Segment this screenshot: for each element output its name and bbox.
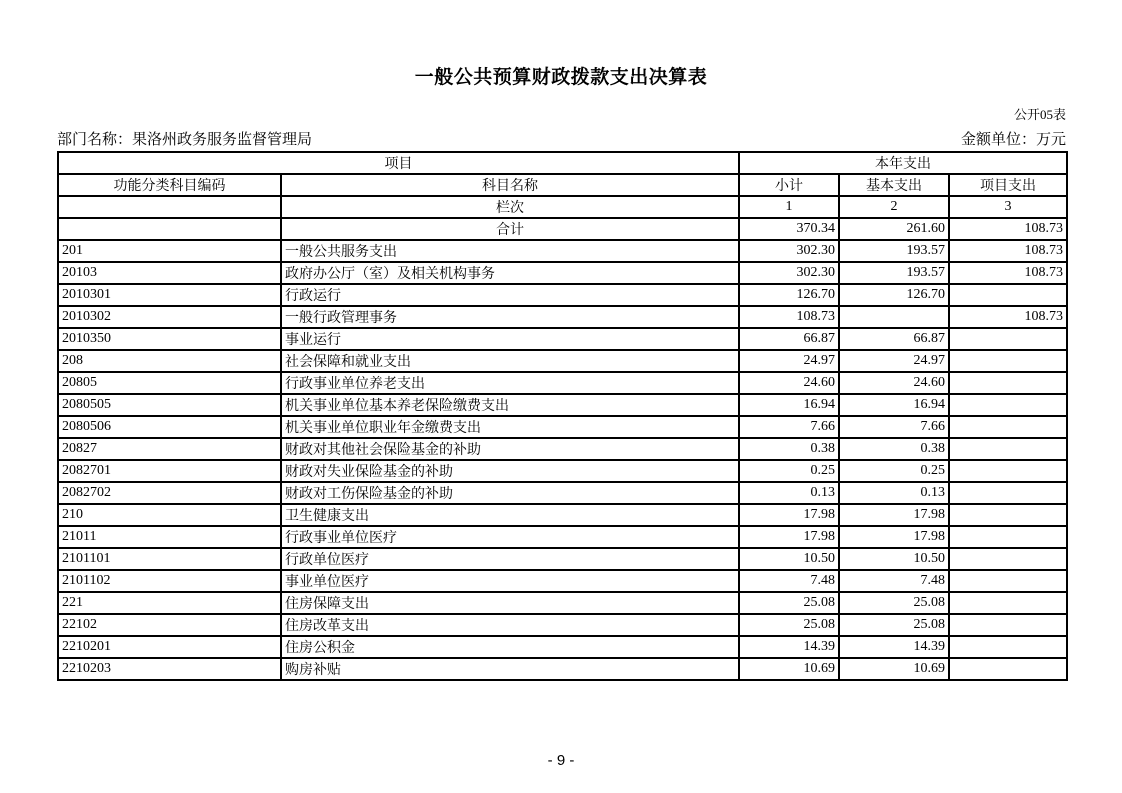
cell-subject-name: 卫生健康支出 [281,504,739,526]
cell-subject-name: 行政事业单位养老支出 [281,372,739,394]
cell-basic-expenditure: 16.94 [839,394,949,416]
cell-subtotal: 108.73 [739,306,839,328]
cell-project-expenditure: 108.73 [949,306,1067,328]
cell-subject-name: 政府办公厅（室）及相关机构事务 [281,262,739,284]
cell-basic-expenditure: 126.70 [839,284,949,306]
cell-function-code: 20103 [58,262,281,284]
cell-subject-name: 住房保障支出 [281,592,739,614]
cell-function-code: 2010302 [58,306,281,328]
cell-subtotal: 24.97 [739,350,839,372]
cell-project-expenditure [949,372,1067,394]
cell-function-code: 221 [58,592,281,614]
cell-subject-name: 事业运行 [281,328,739,350]
cell-subject-name: 财政对其他社会保险基金的补助 [281,438,739,460]
cell-subtotal: 302.30 [739,262,839,284]
cell-basic-expenditure: 0.25 [839,460,949,482]
cell-subject-name: 事业单位医疗 [281,570,739,592]
table-row [58,504,1067,526]
cell-subject-name: 社会保障和就业支出 [281,350,739,372]
index-empty-cell [58,196,281,218]
cell-project-expenditure [949,284,1067,306]
page-title: 一般公共预算财政拨款支出决算表 [414,67,708,88]
cell-subject-name: 住房公积金 [281,636,739,658]
table-row [58,328,1067,350]
index-col-2: 2 [839,196,949,218]
total-project: 108.73 [949,218,1067,240]
total-row [58,218,1067,240]
table-row [58,306,1067,328]
cell-project-expenditure [949,394,1067,416]
cell-function-code: 201 [58,240,281,262]
cell-function-code: 2101102 [58,570,281,592]
table-code-label: 公开05表 [1013,107,1066,122]
cell-subtotal: 302.30 [739,240,839,262]
total-label-cell: 合计 [281,218,739,240]
cell-subject-name: 行政事业单位医疗 [281,526,739,548]
cell-project-expenditure [949,636,1067,658]
cell-basic-expenditure: 24.97 [839,350,949,372]
cell-subtotal: 0.38 [739,438,839,460]
cell-subject-name: 机关事业单位基本养老保险缴费支出 [281,394,739,416]
cell-basic-expenditure: 17.98 [839,504,949,526]
table-row [58,614,1067,636]
cell-project-expenditure: 108.73 [949,240,1067,262]
header-subject-name: 科目名称 [281,174,739,196]
cell-subject-name: 行政单位医疗 [281,548,739,570]
cell-project-expenditure [949,482,1067,504]
total-subtotal: 370.34 [739,218,839,240]
cell-project-expenditure [949,416,1067,438]
cell-subject-name: 行政运行 [281,284,739,306]
cell-subtotal: 0.25 [739,460,839,482]
table-row [58,636,1067,658]
cell-subtotal: 14.39 [739,636,839,658]
cell-subtotal: 17.98 [739,504,839,526]
cell-project-expenditure [949,350,1067,372]
cell-basic-expenditure: 25.08 [839,614,949,636]
amount-unit-label: 金额单位：万元 [960,132,1066,148]
cell-function-code: 2210203 [58,658,281,680]
cell-subtotal: 16.94 [739,394,839,416]
index-label-cell: 栏次 [281,196,739,218]
table-row [58,350,1067,372]
table-row [58,262,1067,284]
table-row [58,548,1067,570]
cell-subtotal: 0.13 [739,482,839,504]
cell-project-expenditure [949,438,1067,460]
cell-basic-expenditure: 17.98 [839,526,949,548]
cell-subtotal: 10.50 [739,548,839,570]
cell-subtotal: 126.70 [739,284,839,306]
cell-basic-expenditure: 10.69 [839,658,949,680]
total-basic: 261.60 [839,218,949,240]
cell-subject-name: 一般公共服务支出 [281,240,739,262]
table-row [58,526,1067,548]
header-group-row [58,152,1067,174]
cell-project-expenditure [949,570,1067,592]
cell-project-expenditure [949,614,1067,636]
cell-subject-name: 购房补贴 [281,658,739,680]
header-project-expenditure: 项目支出 [949,174,1067,196]
cell-function-code: 2080506 [58,416,281,438]
header-project-group: 项目 [58,152,739,174]
cell-basic-expenditure: 14.39 [839,636,949,658]
cell-basic-expenditure: 7.48 [839,570,949,592]
table-row [58,240,1067,262]
cell-project-expenditure [949,460,1067,482]
cell-subtotal: 25.08 [739,592,839,614]
header-current-year-group: 本年支出 [739,152,1067,174]
cell-basic-expenditure: 24.60 [839,372,949,394]
cell-subtotal: 17.98 [739,526,839,548]
cell-subject-name: 一般行政管理事务 [281,306,739,328]
cell-function-code: 2082702 [58,482,281,504]
table-body [58,240,1067,680]
cell-function-code: 20827 [58,438,281,460]
cell-basic-expenditure: 193.57 [839,262,949,284]
cell-function-code: 208 [58,350,281,372]
table-row [58,284,1067,306]
cell-project-expenditure [949,504,1067,526]
cell-project-expenditure [949,526,1067,548]
table-row [58,658,1067,680]
cell-subtotal: 10.69 [739,658,839,680]
cell-basic-expenditure: 10.50 [839,548,949,570]
department-name-label: 部门名称：果洛州政务服务监督管理局 [57,132,313,148]
cell-function-code: 2101101 [58,548,281,570]
total-empty-cell [58,218,281,240]
cell-basic-expenditure: 66.87 [839,328,949,350]
cell-subtotal: 24.60 [739,372,839,394]
cell-subtotal: 25.08 [739,614,839,636]
cell-function-code: 2010350 [58,328,281,350]
cell-function-code: 2010301 [58,284,281,306]
cell-basic-expenditure [839,306,949,328]
header-basic-expenditure: 基本支出 [839,174,949,196]
table-row [58,438,1067,460]
table-row [58,592,1067,614]
header-subtotal: 小计 [739,174,839,196]
table-header [58,152,1067,240]
table-row [58,416,1067,438]
cell-subject-name: 财政对失业保险基金的补助 [281,460,739,482]
table-row [58,460,1067,482]
expenditure-table [57,151,1068,681]
cell-subject-name: 财政对工伤保险基金的补助 [281,482,739,504]
cell-project-expenditure [949,658,1067,680]
cell-subject-name: 住房改革支出 [281,614,739,636]
index-col-1: 1 [739,196,839,218]
cell-project-expenditure [949,548,1067,570]
page-number: - 9 - [547,752,575,769]
cell-function-code: 22102 [58,614,281,636]
cell-basic-expenditure: 0.13 [839,482,949,504]
column-index-row [58,196,1067,218]
index-col-3: 3 [949,196,1067,218]
cell-subtotal: 66.87 [739,328,839,350]
cell-function-code: 2080505 [58,394,281,416]
cell-subtotal: 7.48 [739,570,839,592]
table-row [58,570,1067,592]
cell-project-expenditure: 108.73 [949,262,1067,284]
cell-function-code: 21011 [58,526,281,548]
cell-subtotal: 7.66 [739,416,839,438]
table-row [58,372,1067,394]
cell-basic-expenditure: 25.08 [839,592,949,614]
cell-basic-expenditure: 0.38 [839,438,949,460]
table-row [58,482,1067,504]
header-columns-row [58,174,1067,196]
cell-project-expenditure [949,592,1067,614]
cell-function-code: 20805 [58,372,281,394]
cell-function-code: 2082701 [58,460,281,482]
cell-function-code: 210 [58,504,281,526]
cell-subject-name: 机关事业单位职业年金缴费支出 [281,416,739,438]
header-function-code: 功能分类科目编码 [58,174,281,196]
cell-basic-expenditure: 193.57 [839,240,949,262]
cell-project-expenditure [949,328,1067,350]
cell-function-code: 2210201 [58,636,281,658]
cell-basic-expenditure: 7.66 [839,416,949,438]
table-row [58,394,1067,416]
